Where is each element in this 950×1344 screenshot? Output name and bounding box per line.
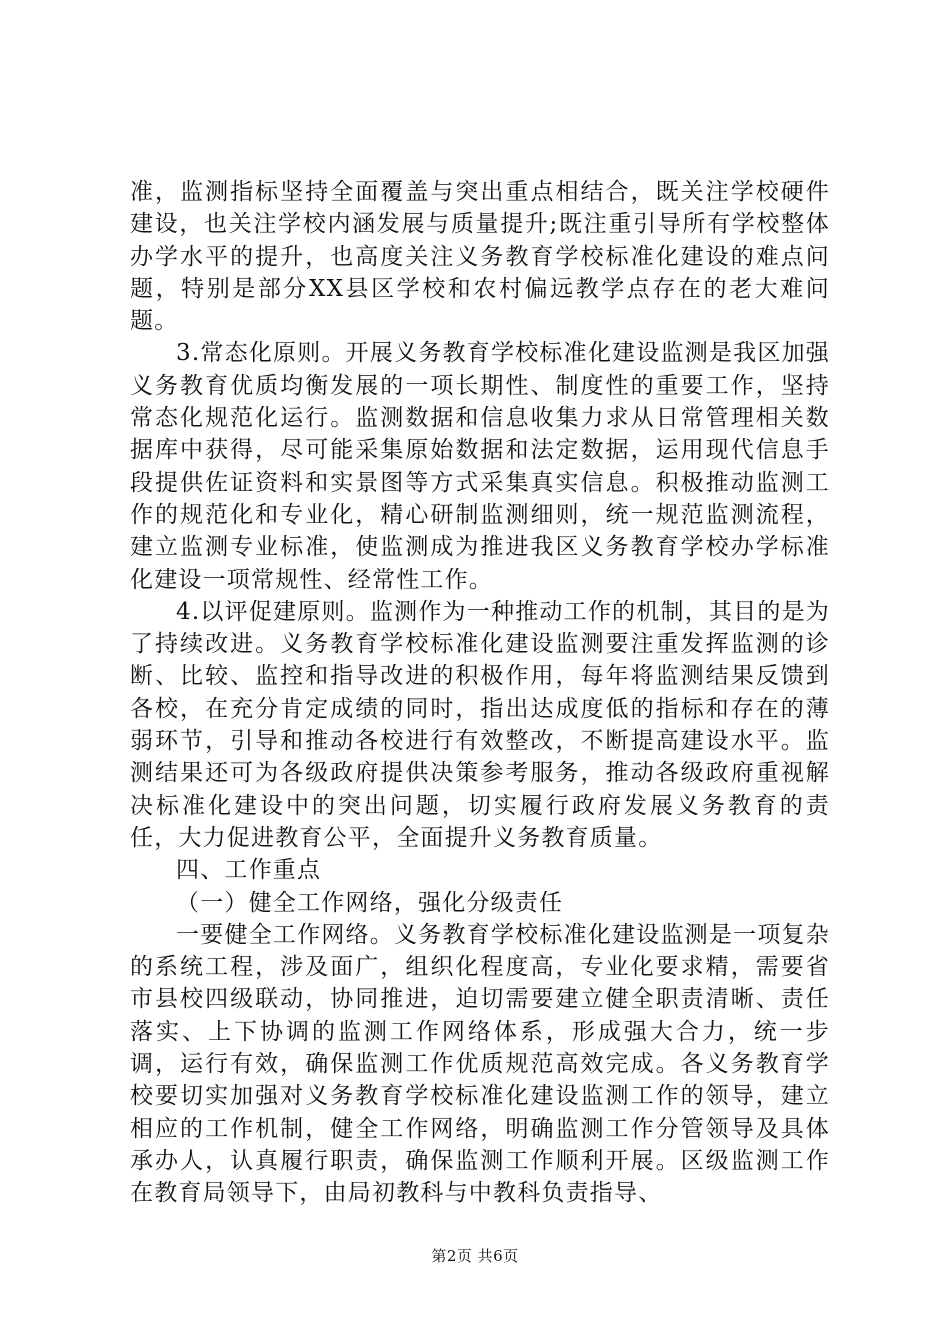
paragraph-continuation: 准，监测指标坚持全面覆盖与突出重点相结合，既关注学校硬件建设，也关注学校内涵发展与质量提升;既注重引导所有学校整体办学水平的提升，也高度关注义务教育学校标准化建设的难点问题，特别是部分XX县区学校和农村偏远教学点存在的老大难问题。	[130, 179, 830, 335]
paragraph-principle-4: 4.以评促建原则。监测作为一种推动工作的机制，其目的是为了持续改进。义务教育学校标准化建设监测要注重发挥监测的诊断、比较、监控和指导改进的积极作用，每年将监测结果反馈到各校，在充分肯定成绩的同时，指出达成度低的指标和存在的薄弱环节，引导和推动各校进行有效整改，不断提高建设水平。监测结果还可为各级政府提供决策参考服务，推动各级政府重视解决标准化建设中的突出问题，切实履行政府发展义务教育的责任，大力促进教育公平，全面提升义务教育质量。	[130, 598, 830, 851]
document-body	[130, 176, 830, 1210]
page-footer	[0, 1245, 950, 1266]
subsection-heading-network: （一）健全工作网络，强化分级责任	[176, 889, 564, 916]
paragraph-network: 一要健全工作网络。义务教育学校标准化建设监测是一项复杂的系统工程，涉及面广，组织化程度高，专业化要求精，需要省市县校四级联动，协同推进，迫切需要建立健全职责清晰、责任落实、上下协调的监测工作网络体系，形成强大合力，统一步调，运行有效，确保监测工作优质规范高效完成。各义务教育学校要切实加强对义务教育学校标准化建设监测工作的领导，建立相应的工作机制，健全工作网络，明确监测工作分管领导及具体承办人，认真履行职责，确保监测工作顺利开展。区级监测工作在教育局领导下，由局初教科与中教科负责指导、	[130, 921, 830, 1207]
page-number: 第2页 共6页	[431, 1247, 519, 1265]
paragraph-principle-3: 3.常态化原则。开展义务教育学校标准化建设监测是我区加强义务教育优质均衡发展的一项长期性、制度性的重要工作，坚持常态化规范化运行。监测数据和信息收集力求从日常管理相关数据库中获得，尽可能采集原始数据和法定数据，运用现代信息手段提供佐证资料和实景图等方式采集真实信息。积极推动监测工作的规范化和专业化，精心研制监测细则，统一规范监测流程，建立监测专业标准，使监测成为推进我区义务教育学校办学标准化建设一项常规性、经常性工作。	[130, 340, 830, 593]
section-heading-work-focus: 四、工作重点	[176, 857, 322, 884]
